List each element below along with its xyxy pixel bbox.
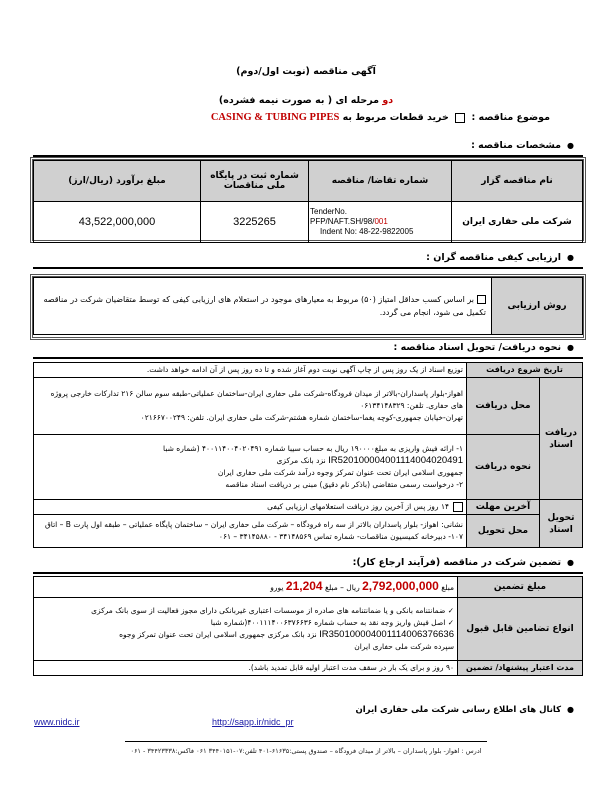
subject-label: موضوع مناقصه :	[471, 112, 550, 123]
section-specs-title: ●مشخصات مناقصه :	[471, 140, 574, 151]
eval-table	[33, 277, 583, 335]
website-link[interactable]: www.nidc.ir	[34, 717, 80, 727]
stage-count: دو	[382, 95, 394, 106]
receive-method-text: ۱- ارائه فیش واریزی به مبلغ۱۹۰۰۰۰ ریال به حساب سیبا شماره ۴۰۰۱۱۴۰۰۴۰۲۰۴۹۱ (شماره شبا IR520100004001114004020491 نزد بانک مرکزی جمهوری اسلامی ایران تحت عنوان تمرکز وجوه درآمد شرکت ملی حفاری ایران ۲- درخواست رسمی متقاضی (باذکر نام دقیق) مبنی بر دریافت اسناد مناقصه	[34, 435, 467, 500]
section-guarantee-title: ●تضمین شرکت در مناقصه (فرآیند ارجاع کار):	[352, 557, 574, 568]
deadline-label: آخرین مهلت	[467, 500, 540, 515]
organizer-name: شرکت ملی حفاری ایران	[452, 202, 583, 243]
estimate-amount: 43,522,000,000	[34, 202, 201, 243]
col-organizer: نام مناقصه گزار	[452, 161, 583, 202]
deliver-place-text: نشانی: اهواز- بلوار پاسداران بالاتر از سه راه فرودگاه – شرکت ملی حفاری ایران – ساختمان پایگاه عملیاتی – طبقه اول پارت B – اتاق ۱۰۷- دبیرخانه کمیسیون مناقصات- شماره تماس ۳۴۱۴۸۵۶۹ - ۳۴۱۴۵۸۸۰ – ۰۶۱	[34, 515, 467, 548]
section-docs-title: ●نحوه دریافت/ تحویل اسناد مناقصه :	[393, 342, 574, 353]
guarantee-amount-label: مبلغ تضمین	[458, 577, 583, 598]
deliver-docs-group: تحویل اسناد	[540, 500, 583, 548]
validity-label: مدت اعتبار پیشنهاد/ تضمین	[458, 661, 583, 676]
specs-table	[33, 160, 583, 243]
col-tender-number: شماره تقاضا/ مناقصه	[309, 161, 452, 202]
tender-number: TenderNo. PFP/NAFT.SH/98/001 Indent No: 48-22-9822005	[309, 202, 452, 243]
bullet-icon: ●	[567, 558, 574, 567]
col-estimate: مبلغ برآورد (ریال/ارز)	[34, 161, 201, 202]
deadline-text: ۱۴ روز پس از آخرین روز دریافت استعلامهای ارزیابی کیفی	[34, 500, 467, 515]
footer-address: ادرس : اهواز- بلوار پاسداران – بالاتر از میدان فرودگاه – صندوق پستی:۶۱۶۳۵-۴۰۱ تلفن:۰۷-۳۴۴۰۱۵۱ ۰۶۱ فاکس:۳۴۴۲۳۳۳۸ - ۰۶۱	[130, 747, 482, 755]
channels-title: ●کانال های اطلاع رسانی شرکت ملی حفاری ایران	[355, 705, 574, 715]
start-date-text: توزیع اسناد از یک روز پس از چاپ آگهی نوبت دوم آغاز شده و تا ده روز پس از آن ادامه خواهد داشت.	[34, 363, 467, 378]
footer-divider	[125, 741, 487, 742]
receive-place-text: اهواز-بلوار پاسداران-بالاتر از میدان فرودگاه-شرکت ملی حفاری ایران-ساختمان عملیاتی-طبقه سوم سالن ۲۱۶ تدارکات خارجی پروژه های حفاری. تلفن: ۰۶۱۳۴۱۴۸۳۲۹ تهران-خیابان جمهوری-کوچه یغما-ساختمان شماره هشتم-شرکت ملی حفاری ایران. تلفن: ۰۲۱۶۶۷۰۰۲۴۹	[34, 378, 467, 435]
checked-box-icon	[477, 295, 486, 304]
bullet-icon: ●	[567, 705, 574, 714]
guarantee-types-label: انواع تضامین قابل قبول	[458, 598, 583, 661]
bullet-icon: ●	[567, 141, 574, 150]
eval-method-text: بر اساس کسب حداقل امتیاز (۵۰) مربوط به معیارهای موجود در استعلام های ارزیابی کیفی که توسط متقاضیان شرکت در مناقصه تکمیل می شود، انجام می گردد.	[34, 278, 492, 335]
validity-text: ۹۰ روز و برای یک بار در سقف مدت اعتبار اولیه قابل تمدید باشد).	[34, 661, 458, 676]
col-registration: شماره ثبت در پایگاه ملی مناقصات	[201, 161, 309, 202]
docs-table	[33, 362, 583, 548]
checkbox-icon	[455, 113, 465, 123]
guarantee-amount-text: مبلغ 2,792,000,000 ریال – مبلغ 21,204 یورو	[34, 577, 458, 598]
registration-number: 3225265	[201, 202, 309, 243]
divider	[33, 267, 583, 269]
channel-link[interactable]: http://sapp.ir/nidc_pr	[212, 717, 294, 727]
guarantee-types-text: ✓ ضمانتنامه بانکی و یا ضمانتنامه های صادره از موسسات اعتباری غیربانکی دارای مجوز فعالیت از سوی بانک مرکزی ✓ اصل فیش واریز وجه نقد به حساب شماره ۴۰۰۱۱۱۴۰۰۶۳۷۶۶۳۶(شماره شبا IR350100004001114006376636 نزد بانک مرکزی جمهوری اسلامی ایران تحت عنوان تمرکز وجوه سپرده شرکت ملی حفاری ایران	[34, 598, 458, 661]
receive-docs-group: دریافت اسناد	[540, 378, 583, 500]
deliver-place-label: محل تحویل	[467, 515, 540, 548]
tender-stage	[0, 95, 612, 106]
eval-method-label: روش ارزیابی	[492, 278, 583, 335]
page-title: آگهی مناقصه (نوبت اول/دوم)	[236, 66, 376, 77]
bullet-icon: ●	[567, 343, 574, 352]
checkbox-icon	[453, 502, 463, 512]
guarantee-table	[33, 576, 583, 676]
subject-english: CASING & TUBING PIPES	[210, 112, 340, 123]
subject-text: خرید قطعات مربوط به	[342, 112, 449, 123]
receive-method-label: نحوه دریافت	[467, 435, 540, 500]
stage-type: مرحله ای ( به صورت نیمه فشرده)	[218, 95, 383, 106]
bullet-icon: ●	[567, 253, 574, 262]
divider	[33, 572, 583, 574]
divider	[33, 357, 583, 359]
tender-subject	[211, 112, 550, 123]
section-eval-title: ●ارزیابی کیفی مناقصه گران :	[426, 252, 574, 263]
start-date-label: تاریخ شروع دریافت	[467, 363, 583, 378]
receive-place-label: محل دریافت	[467, 378, 540, 435]
